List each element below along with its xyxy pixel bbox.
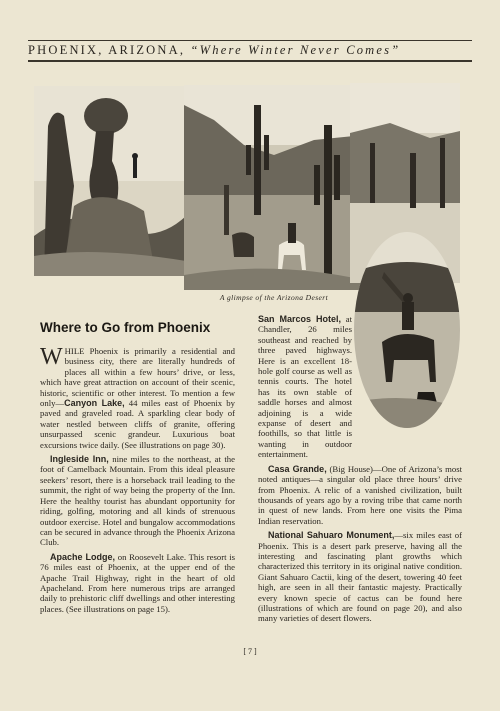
photo-caption: A glimpse of the Arizona Desert bbox=[219, 293, 329, 302]
page-number: [ 7 ] bbox=[243, 647, 257, 656]
apache-paragraph bbox=[40, 552, 235, 614]
ingleside-paragraph bbox=[40, 454, 235, 548]
san-marcos-name: San Marcos Hotel, bbox=[258, 314, 342, 324]
ingleside-text: nine miles to the northeast, at the foot of Camelback Mountain. From this ideal pleasure seekers’ resort, there is a horseback trail leading to the summit, the right of way being the property of the Inn. Here the healthy tourist has abundant opportunity for riding, golfing, motoring and all kinds of strenuous outdoor exercise. Hotel and bungalow accommodations can be secured in advance through the Phoenix Arizona Club. bbox=[40, 454, 235, 548]
casa-grande-text: (Big House)—One of Arizona’s most noted antiques—a singular old place three hours’ drive from Phoenix. A relic of a vanished civilization, built thousands of years ago by a roving tribe that came north in quest of new lands. From here one visits the Pima Indian reservation. bbox=[258, 463, 463, 526]
canyon-lake-text: 44 miles east of Phoenix by paved and graveled road. A sparkling clear body of water nestled between cliffs of granite, offering unsurpassed scenic grandeur. Luxurious boat excursions twice daily. (See illustrations on page 30). bbox=[40, 398, 235, 450]
canyon-lake-name: Canyon Lake, bbox=[64, 398, 125, 409]
sahuaro-paragraph bbox=[258, 530, 462, 624]
drop-cap: W bbox=[40, 344, 63, 370]
san-marcos-text: at Chandler, 26 miles southeast and reached by three paved highways. Here is an excellent 18-hole golf course as well as tennis courts. The hotel has its own stable of saddle horses and almost adjoining is a wide expanse of desert and foothills, so that little is wanting in outdoor entertainment. bbox=[258, 314, 352, 460]
header-place: PHOENIX, ARIZONA, bbox=[28, 43, 186, 57]
apache-lodge-text: on Roosevelt Lake. This resort is 76 miles east of Phoenix, at the upper end of the Apache Trail Highway, right in the heart of old Apacheland. From here numerous trips are arranged daily to prehistoric cliff dwellings and other interesting places. (See illustrations on page 15). bbox=[40, 551, 235, 614]
header-rule-bottom bbox=[28, 60, 472, 62]
ingleside-name: Ingleside Inn, bbox=[50, 454, 109, 465]
section-title: Where to Go from Phoenix bbox=[40, 320, 211, 335]
intro-paragraph bbox=[40, 346, 235, 450]
header-rule-top bbox=[28, 40, 472, 41]
apache-lodge-name: Apache Lodge, bbox=[50, 551, 116, 562]
header-slogan: “Where Winter Never Comes” bbox=[190, 43, 401, 57]
sahuaro-name: National Sahuaro Monument, bbox=[268, 530, 395, 541]
right-column bbox=[258, 314, 462, 628]
arizona-desert-photo bbox=[184, 85, 364, 290]
san-marcos-paragraph bbox=[258, 314, 352, 460]
balanced-rock-photo bbox=[34, 86, 186, 276]
left-column bbox=[40, 346, 235, 618]
casa-grande-name: Casa Grande, bbox=[268, 463, 327, 474]
intro-text: HILE Phoenix is primarily a residential and business city, there are literally hundreds of places all within a few hours’ drive, or less, which have great attraction on account of their scenic, historic, scientific or other interest. To mention a few only— bbox=[40, 346, 235, 409]
running-header bbox=[28, 43, 472, 59]
sahuaro-text: —six miles east of Phoenix. This is a desert park preserve, having all the interesting and fascinating plant growths which characterized this territory in its original native condition. Giant Sahuaro Cactii, king of the desert, towering 40 feet high, are seen in all their fantastic majesty. Practically every known specie of cactus can be found here (illustrations of which are found on page 20), and also many varieties of desert flowers. bbox=[258, 530, 462, 624]
casa-grande-paragraph bbox=[258, 464, 462, 526]
